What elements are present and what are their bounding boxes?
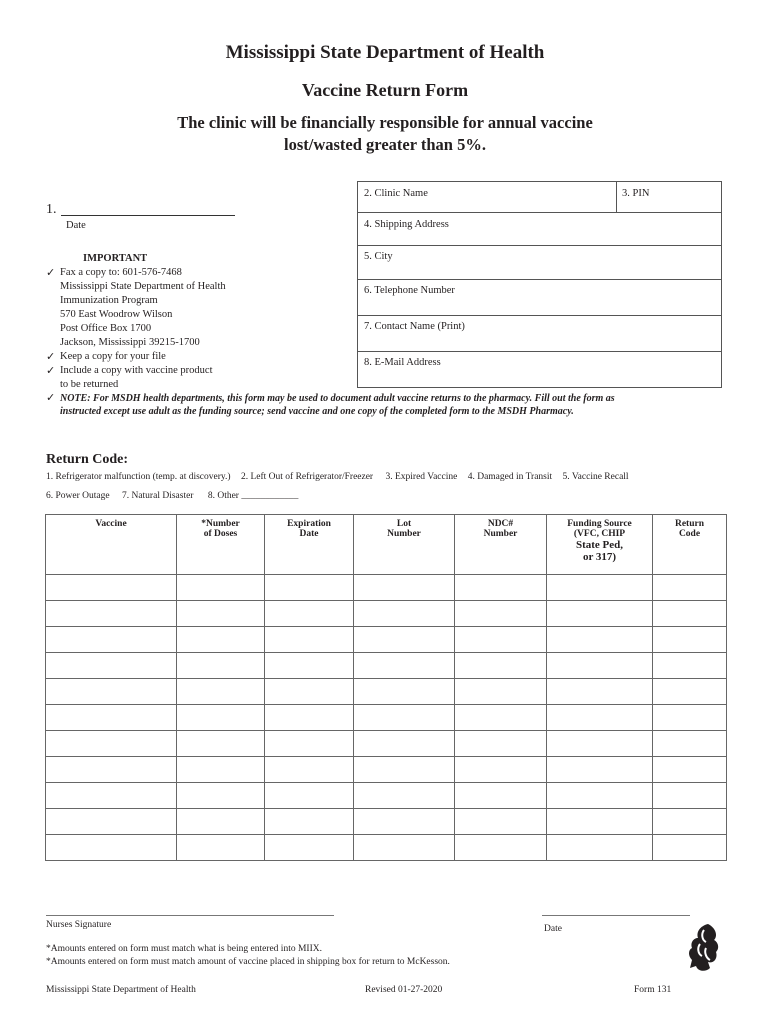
- return-code-cell[interactable]: [653, 809, 727, 835]
- col-ndc-number: NDC# Number: [455, 515, 547, 575]
- expiration-date-cell[interactable]: [265, 575, 354, 601]
- vaccine-cell[interactable]: [46, 601, 177, 627]
- ndc-number-cell[interactable]: [455, 731, 547, 757]
- col-vaccine: Vaccine: [46, 515, 177, 575]
- funding-source-cell[interactable]: [547, 627, 653, 653]
- pin-label: 3. PIN: [622, 188, 650, 199]
- number-of-doses-cell[interactable]: [177, 835, 265, 861]
- vaccine-cell[interactable]: [46, 575, 177, 601]
- nurse-signature-line[interactable]: [46, 915, 334, 916]
- number-of-doses-cell[interactable]: [177, 653, 265, 679]
- table-row: [46, 757, 727, 783]
- keep-copy-instruction: Keep a copy for your file: [60, 351, 166, 362]
- funding-source-cell[interactable]: [547, 809, 653, 835]
- check-icon: ✓: [46, 392, 56, 404]
- vaccine-cell[interactable]: [46, 783, 177, 809]
- vaccine-cell[interactable]: [46, 653, 177, 679]
- note-line-1: NOTE: For MSDH health departments, this form may be used to document adult vaccine returns to the pharmacy. Fill out the form as: [60, 393, 615, 404]
- table-row: [46, 731, 727, 757]
- return-code-4: 4. Damaged in Transit: [467, 472, 553, 482]
- email-label: 8. E-Mail Address: [364, 357, 441, 368]
- financial-notice-line-2: lost/wasted greater than 5%.: [284, 135, 486, 154]
- table-row: [46, 705, 727, 731]
- check-icon: ✓: [46, 351, 56, 363]
- expiration-date-cell[interactable]: [265, 783, 354, 809]
- city-label: 5. City: [364, 251, 393, 262]
- col-expiration-date: Expiration Date: [265, 515, 354, 575]
- address-line-4: Post Office Box 1700: [60, 323, 152, 334]
- return-code-cell[interactable]: [653, 627, 727, 653]
- vaccine-cell[interactable]: [46, 757, 177, 783]
- financial-notice: [0, 112, 770, 156]
- form-title: Vaccine Return Form: [301, 80, 469, 100]
- ndc-number-cell[interactable]: [455, 601, 547, 627]
- return-code-cell[interactable]: [653, 835, 727, 861]
- shipping-address-field[interactable]: [358, 213, 721, 246]
- fax-instruction: Fax a copy to: 601-576-7468: [60, 267, 182, 278]
- table-row: [46, 679, 727, 705]
- city-field[interactable]: [358, 246, 721, 280]
- expiration-date-cell[interactable]: [265, 731, 354, 757]
- funding-source-cell[interactable]: [547, 705, 653, 731]
- return-code-5: 5. Vaccine Recall: [562, 472, 629, 482]
- return-code-8: 8. Other ____________: [207, 491, 299, 501]
- number-of-doses-cell[interactable]: [177, 705, 265, 731]
- col-funding-source: Funding Source (VFC, CHIP State Ped, or 317): [547, 515, 653, 575]
- table-row: [46, 575, 727, 601]
- return-code-cell[interactable]: [653, 705, 727, 731]
- return-code-2: 2. Left Out of Refrigerator/Freezer: [240, 472, 374, 482]
- table-row: [46, 627, 727, 653]
- ndc-number-cell[interactable]: [455, 809, 547, 835]
- return-codes-row-2: [46, 491, 298, 501]
- note-line-2: instructed except use adult as the funding source; send vaccine and one copy of the completed form to the MSDH Pharmacy.: [60, 406, 574, 417]
- ndc-number-cell[interactable]: [455, 783, 547, 809]
- ndc-number-cell[interactable]: [455, 705, 547, 731]
- email-field[interactable]: [358, 352, 721, 387]
- clinic-info-box: [357, 181, 722, 388]
- footnote-2: *Amounts entered on form must match amount of vaccine placed in shipping box for return to McKesson.: [46, 957, 450, 967]
- address-line-1: Mississippi State Department of Health: [60, 281, 226, 292]
- lot-number-cell[interactable]: [354, 601, 455, 627]
- date-input-line[interactable]: [61, 215, 235, 216]
- funding-source-cell[interactable]: [547, 731, 653, 757]
- funding-source-cell[interactable]: [547, 783, 653, 809]
- number-of-doses-cell[interactable]: [177, 783, 265, 809]
- check-icon: ✓: [46, 365, 56, 377]
- expiration-date-cell[interactable]: [265, 809, 354, 835]
- shipping-address-label: 4. Shipping Address: [364, 219, 449, 230]
- include-copy-instruction: Include a copy with vaccine product: [60, 365, 213, 376]
- financial-notice-line-1: The clinic will be financially responsible for annual vaccine: [177, 113, 593, 132]
- telephone-label: 6. Telephone Number: [364, 285, 455, 296]
- expiration-date-cell[interactable]: [265, 705, 354, 731]
- table-row: [46, 835, 727, 861]
- vaccine-cell[interactable]: [46, 835, 177, 861]
- return-code-title: Return Code:: [46, 452, 129, 467]
- address-line-2: Immunization Program: [60, 295, 158, 306]
- important-instructions: [46, 252, 226, 392]
- lot-number-cell[interactable]: [354, 575, 455, 601]
- lot-number-cell[interactable]: [354, 679, 455, 705]
- table-row: [46, 601, 727, 627]
- return-code-cell[interactable]: [653, 731, 727, 757]
- return-code-3: 3. Expired Vaccine: [385, 472, 458, 482]
- table-header-row: [46, 515, 727, 575]
- return-code-cell[interactable]: [653, 601, 727, 627]
- signature-date-line[interactable]: [542, 915, 690, 916]
- important-title: IMPORTANT: [83, 253, 148, 264]
- number-of-doses-cell[interactable]: [177, 679, 265, 705]
- number-of-doses-cell[interactable]: [177, 601, 265, 627]
- return-code-cell[interactable]: [653, 679, 727, 705]
- vaccine-cell[interactable]: [46, 809, 177, 835]
- ndc-number-cell[interactable]: [455, 835, 547, 861]
- funding-source-cell[interactable]: [547, 757, 653, 783]
- ndc-number-cell[interactable]: [455, 757, 547, 783]
- vaccine-cell[interactable]: [46, 679, 177, 705]
- return-code-cell[interactable]: [653, 653, 727, 679]
- return-codes-row-1: [46, 472, 629, 482]
- funding-source-cell[interactable]: [547, 679, 653, 705]
- address-line-5: Jackson, Mississippi 39215-1700: [60, 337, 200, 348]
- footer-revised: Revised 01-27-2020: [365, 985, 443, 995]
- ndc-number-cell[interactable]: [455, 575, 547, 601]
- vaccine-cell[interactable]: [46, 627, 177, 653]
- lot-number-cell[interactable]: [354, 757, 455, 783]
- return-code-7: 7. Natural Disaster: [121, 491, 194, 501]
- return-code-cell[interactable]: [653, 575, 727, 601]
- ndc-number-cell[interactable]: [455, 627, 547, 653]
- vaccine-table-body: [46, 575, 727, 861]
- telephone-field[interactable]: [358, 280, 721, 316]
- lot-number-cell[interactable]: [354, 809, 455, 835]
- ndc-number-cell[interactable]: [455, 679, 547, 705]
- lot-number-cell[interactable]: [354, 653, 455, 679]
- msdh-note: [46, 392, 746, 418]
- table-row: [46, 809, 727, 835]
- address-line-3: 570 East Woodrow Wilson: [60, 309, 173, 320]
- check-icon: ✓: [46, 267, 56, 279]
- msdh-logo-icon: [686, 922, 722, 974]
- table-row: [46, 783, 727, 809]
- number-of-doses-cell[interactable]: [177, 757, 265, 783]
- lot-number-cell[interactable]: [354, 783, 455, 809]
- lot-number-cell[interactable]: [354, 731, 455, 757]
- lot-number-cell[interactable]: [354, 627, 455, 653]
- number-of-doses-cell[interactable]: [177, 627, 265, 653]
- clinic-name-label: 2. Clinic Name: [364, 188, 428, 199]
- vaccine-cell[interactable]: [46, 705, 177, 731]
- expiration-date-cell[interactable]: [265, 757, 354, 783]
- number-of-doses-cell[interactable]: [177, 575, 265, 601]
- expiration-date-cell[interactable]: [265, 835, 354, 861]
- return-code-cell[interactable]: [653, 783, 727, 809]
- expiration-date-cell[interactable]: [265, 653, 354, 679]
- vaccine-table: [45, 514, 727, 861]
- table-row: [46, 653, 727, 679]
- contact-name-label: 7. Contact Name (Print): [364, 321, 465, 332]
- vaccine-cell[interactable]: [46, 731, 177, 757]
- col-return-code: Return Code: [653, 515, 727, 575]
- signature-date-label: Date: [544, 924, 562, 934]
- footer-form-number: Form 131: [634, 985, 672, 995]
- date-label: Date: [66, 220, 86, 231]
- ndc-number-cell[interactable]: [455, 653, 547, 679]
- nurse-signature-label: Nurses Signature: [46, 920, 112, 930]
- number-of-doses-cell[interactable]: [177, 731, 265, 757]
- funding-source-cell[interactable]: [547, 601, 653, 627]
- return-code-1: 1. Refrigerator malfunction (temp. at discovery.): [46, 472, 231, 482]
- number-of-doses-cell[interactable]: [177, 809, 265, 835]
- expiration-date-cell[interactable]: [265, 601, 354, 627]
- lot-number-cell[interactable]: [354, 705, 455, 731]
- return-code-cell[interactable]: [653, 757, 727, 783]
- include-copy-instruction-cont: to be returned: [60, 379, 119, 390]
- expiration-date-cell[interactable]: [265, 627, 354, 653]
- agency-title: Mississippi State Department of Health: [225, 42, 545, 63]
- footnote-1: *Amounts entered on form must match what is being entered into MIIX.: [46, 944, 322, 954]
- funding-source-cell[interactable]: [547, 575, 653, 601]
- expiration-date-cell[interactable]: [265, 679, 354, 705]
- funding-source-cell[interactable]: [547, 653, 653, 679]
- lot-number-cell[interactable]: [354, 835, 455, 861]
- return-code-6: 6. Power Outage: [46, 491, 110, 501]
- col-lot-number: Lot Number: [354, 515, 455, 575]
- funding-source-cell[interactable]: [547, 835, 653, 861]
- footer-agency: Mississippi State Department of Health: [46, 985, 196, 995]
- clinic-name-field[interactable]: [358, 182, 721, 213]
- contact-name-field[interactable]: [358, 316, 721, 352]
- col-number-of-doses: *Number of Doses: [177, 515, 265, 575]
- date-field-number: 1.: [46, 202, 57, 217]
